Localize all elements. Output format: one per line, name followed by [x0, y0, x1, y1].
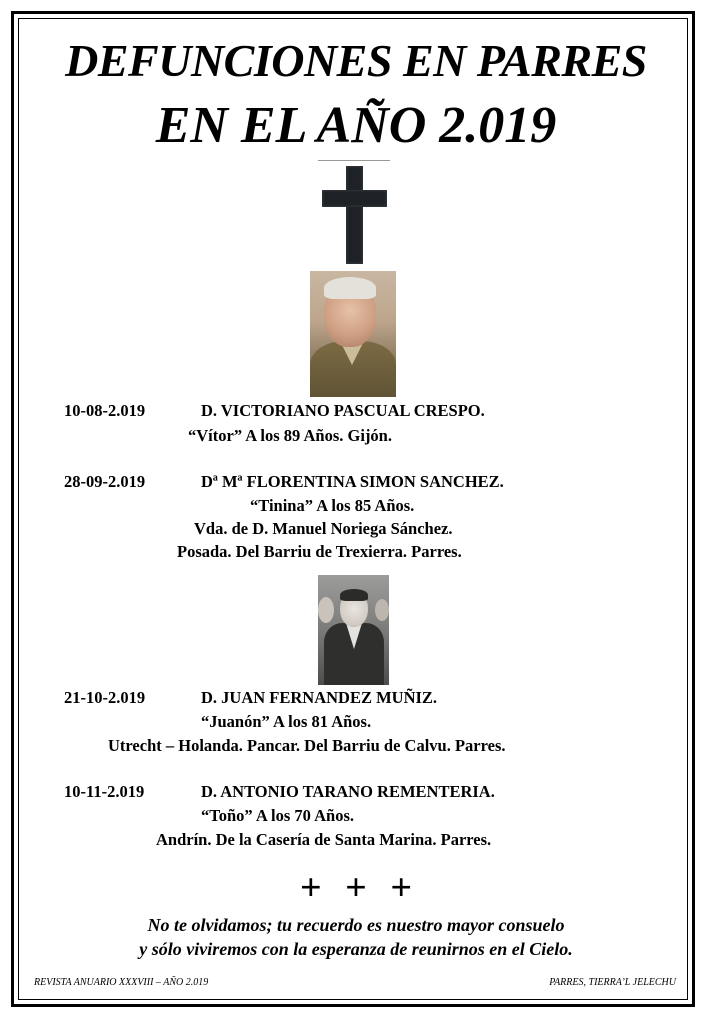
- entry-1-name: D. VICTORIANO PASCUAL CRESPO.: [201, 401, 485, 420]
- page-title-line2: EN EL AÑO 2.019: [155, 97, 557, 154]
- entry-3-detail-2: Utrecht – Holanda. Pancar. Del Barriu de Calvu. Parres.: [108, 736, 506, 755]
- page-title-line1: DEFUNCIONES EN PARRES: [65, 35, 647, 86]
- entry-4-detail-2: Andrín. De la Casería de Santa Marina. Parres.: [156, 830, 492, 849]
- entry-3-detail-1: “Juanón” A los 81 Años.: [201, 712, 372, 731]
- closing-line-2: y sólo viviremos con la esperanza de reunirnos en el Cielo.: [139, 939, 573, 959]
- entry-3-name: D. JUAN FERNANDEZ MUÑIZ.: [201, 688, 438, 707]
- entry-2-detail-1: “Tinina” A los 85 Años.: [250, 496, 415, 515]
- entry-4-name: D. ANTONIO TARANO REMENTERIA.: [201, 782, 495, 801]
- entry-3-date: 21-10-2.019: [64, 688, 146, 707]
- entry-2-name: Dª Mª FLORENTINA SIMON SANCHEZ.: [201, 472, 504, 491]
- cross-icon: [318, 160, 390, 264]
- entry-4-detail-1: “Toño” A los 70 Años.: [201, 806, 354, 825]
- closing-line-1: No te olvidamos; tu recuerdo es nuestro mayor consuelo: [147, 915, 565, 935]
- entry-2-date: 28-09-2.019: [64, 472, 146, 491]
- entry-2-detail-3: Posada. Del Barriu de Trexierra. Parres.: [177, 542, 462, 561]
- portrait-photo-juan: [318, 575, 389, 685]
- footer-left: REVISTA ANUARIO XXXVIII – AÑO 2.019: [34, 977, 209, 988]
- entry-1-detail-1: “Vítor” A los 89 Años. Gijón.: [188, 426, 392, 445]
- entry-2-detail-2: Vda. de D. Manuel Noriega Sánchez.: [194, 519, 453, 538]
- portrait-photo-victoriano: [310, 271, 396, 397]
- entry-1-date: 10-08-2.019: [64, 401, 146, 420]
- three-crosses: + + +: [300, 867, 412, 909]
- entry-4-date: 10-11-2.019: [64, 782, 145, 801]
- footer-right: PARRES, TIERRA’L JELECHU: [549, 977, 676, 988]
